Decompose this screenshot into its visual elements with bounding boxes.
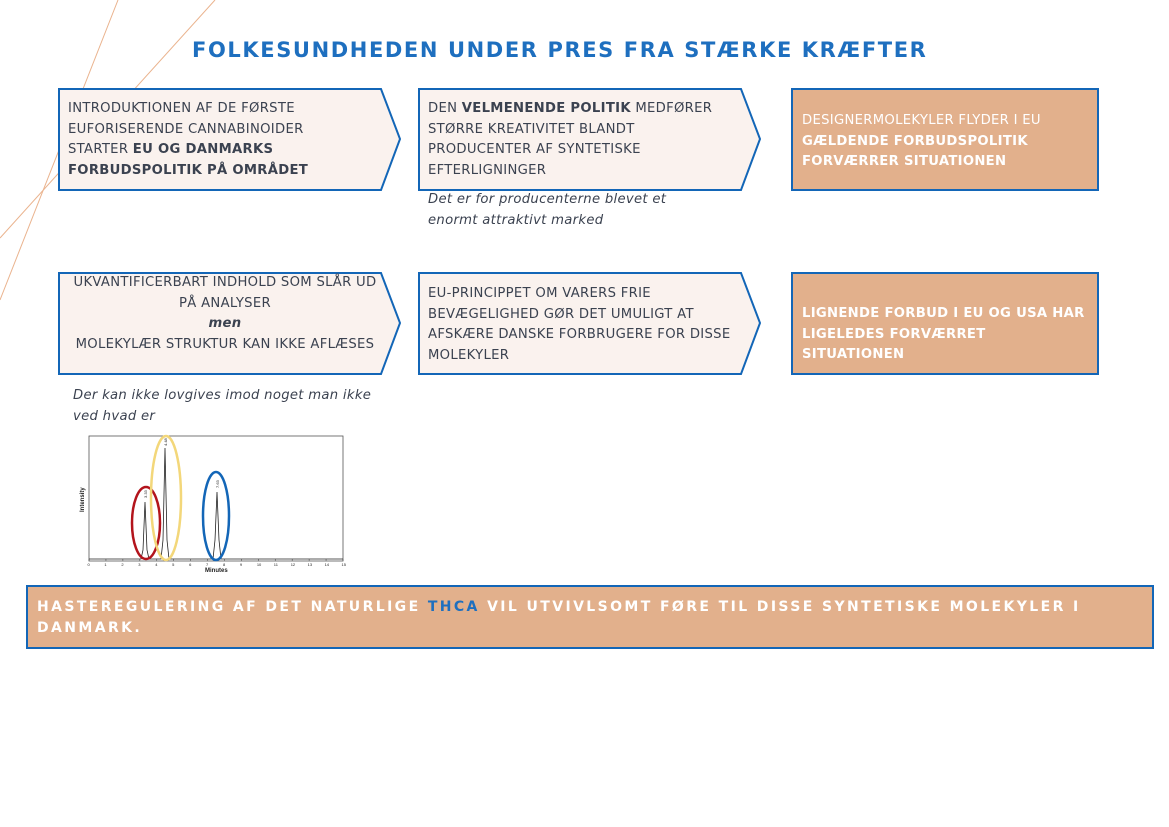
- chromatogram-frame: [89, 436, 343, 561]
- box-designer-molecules: [791, 88, 1099, 191]
- text-normal: HASTEREGULERING AF DET NATURLIGE: [37, 599, 428, 615]
- chromatogram-tick-label: 3: [138, 562, 141, 567]
- chromatogram-tick-label: 14: [324, 562, 330, 567]
- bottom-banner: [26, 585, 1154, 649]
- chromatogram-tick-label: 8: [222, 562, 226, 567]
- chromatogram-tick-label: 4: [155, 562, 158, 567]
- box-similar-bans-text: LIGNENDE FORBUD I EU OG USA HAR LIGELEDES FORVÆRRET SITUATIONEN: [802, 306, 1085, 362]
- text-men: men: [208, 316, 242, 331]
- page-title: FOLKESUNDHEDEN UNDER PRES FRA STÆRKE KRÆFTER: [192, 38, 928, 62]
- chromatogram-tick-label: 5: [172, 562, 175, 567]
- chromatogram-tick-label: 15: [341, 562, 346, 567]
- text-normal: VIL UTVIVLSOMT FØRE TIL DISSE SYNTETISKE MOLEKYLER I DANMARK.: [37, 599, 1081, 636]
- text-bold: EU OG DANMARKS FORBUDSPOLITIK PÅ OMRÅDET: [68, 142, 309, 178]
- chromatogram-tick-label: 9: [239, 562, 243, 567]
- text-normal: DESIGNERMOLEKYLER FLYDER I EU: [802, 113, 1041, 128]
- arrow-box-analysis: [58, 272, 402, 375]
- peak-label-1: 3.33: [143, 490, 148, 498]
- arrow-box-intro: [58, 88, 402, 191]
- arrow-box-intro-text: [68, 99, 368, 181]
- chromatogram-ylabel: Intensity: [80, 487, 86, 512]
- chromatogram-tick-label: 13: [307, 562, 313, 567]
- text-normal: INTRODUKTIONEN AF DE FØRSTE EUFORISERENDE CANNABINOIDER STARTER: [68, 101, 304, 157]
- chromatogram-xlabel: Minutes: [205, 568, 228, 574]
- bottom-banner-text: [37, 597, 1137, 639]
- arrow-box-analysis-text: [64, 273, 386, 355]
- arrow-box-eu-principle-text: EU-PRINCIPPET OM VARERS FRIE BEVÆGELIGHED GØR DET UMULIGT AT AFSKÆRE DANSKE FORBRUGERE FOR DISSE MOLEKYLER: [428, 286, 731, 363]
- chromatogram-tick-label: 12: [290, 562, 296, 567]
- text-normal: DEN: [428, 101, 462, 116]
- box-designer-molecules-text: [802, 111, 1088, 173]
- chromatogram-image: [75, 430, 355, 580]
- note-cannot-legislate: Der kan ikke lovgives imod noget man ikke ved hvad er: [73, 388, 372, 424]
- chromatogram-tick-label: 10: [256, 562, 262, 567]
- text-highlight-thca: THCA: [427, 599, 480, 615]
- arrow-box-eu-principle: [418, 272, 762, 375]
- arrow-box-politics: [418, 88, 762, 191]
- note-attractive-market: Det er for producenterne blevet et enormt attraktivt marked: [428, 192, 667, 228]
- text-bold: VELMENENDE POLITIK: [461, 101, 631, 116]
- box-similar-bans: [791, 272, 1099, 375]
- chromatogram-tick-label: 2: [121, 562, 124, 567]
- arrow-box-politics-text: [428, 99, 734, 181]
- text-normal: MEDFØRER STØRRE KREATIVITET BLANDT PRODUCENTER AF SYNTETISKE EFTERLIGNINGER: [428, 101, 713, 178]
- chromatogram-tick-label: 1: [104, 562, 107, 567]
- chromatogram-tick-label: 6: [189, 562, 192, 567]
- text-normal: MOLEKYLÆR STRUKTUR KAN IKKE AFLÆSES: [75, 336, 375, 352]
- text-bold: GÆLDENDE FORBUDSPOLITIK FORVÆRRER SITUATIONEN: [802, 133, 1028, 169]
- text-normal: UKVANTIFICERBART INDHOLD SOM SLÅR UD PÅ ANALYSER: [73, 275, 377, 311]
- chromatogram-tick-label: 11: [273, 562, 278, 567]
- peak-label-3: 7.63: [215, 480, 220, 488]
- peak-label-2: 4.48: [163, 438, 168, 446]
- chromatogram-tick-label: 7: [206, 562, 209, 567]
- chromatogram-tick-label: 0: [87, 562, 90, 567]
